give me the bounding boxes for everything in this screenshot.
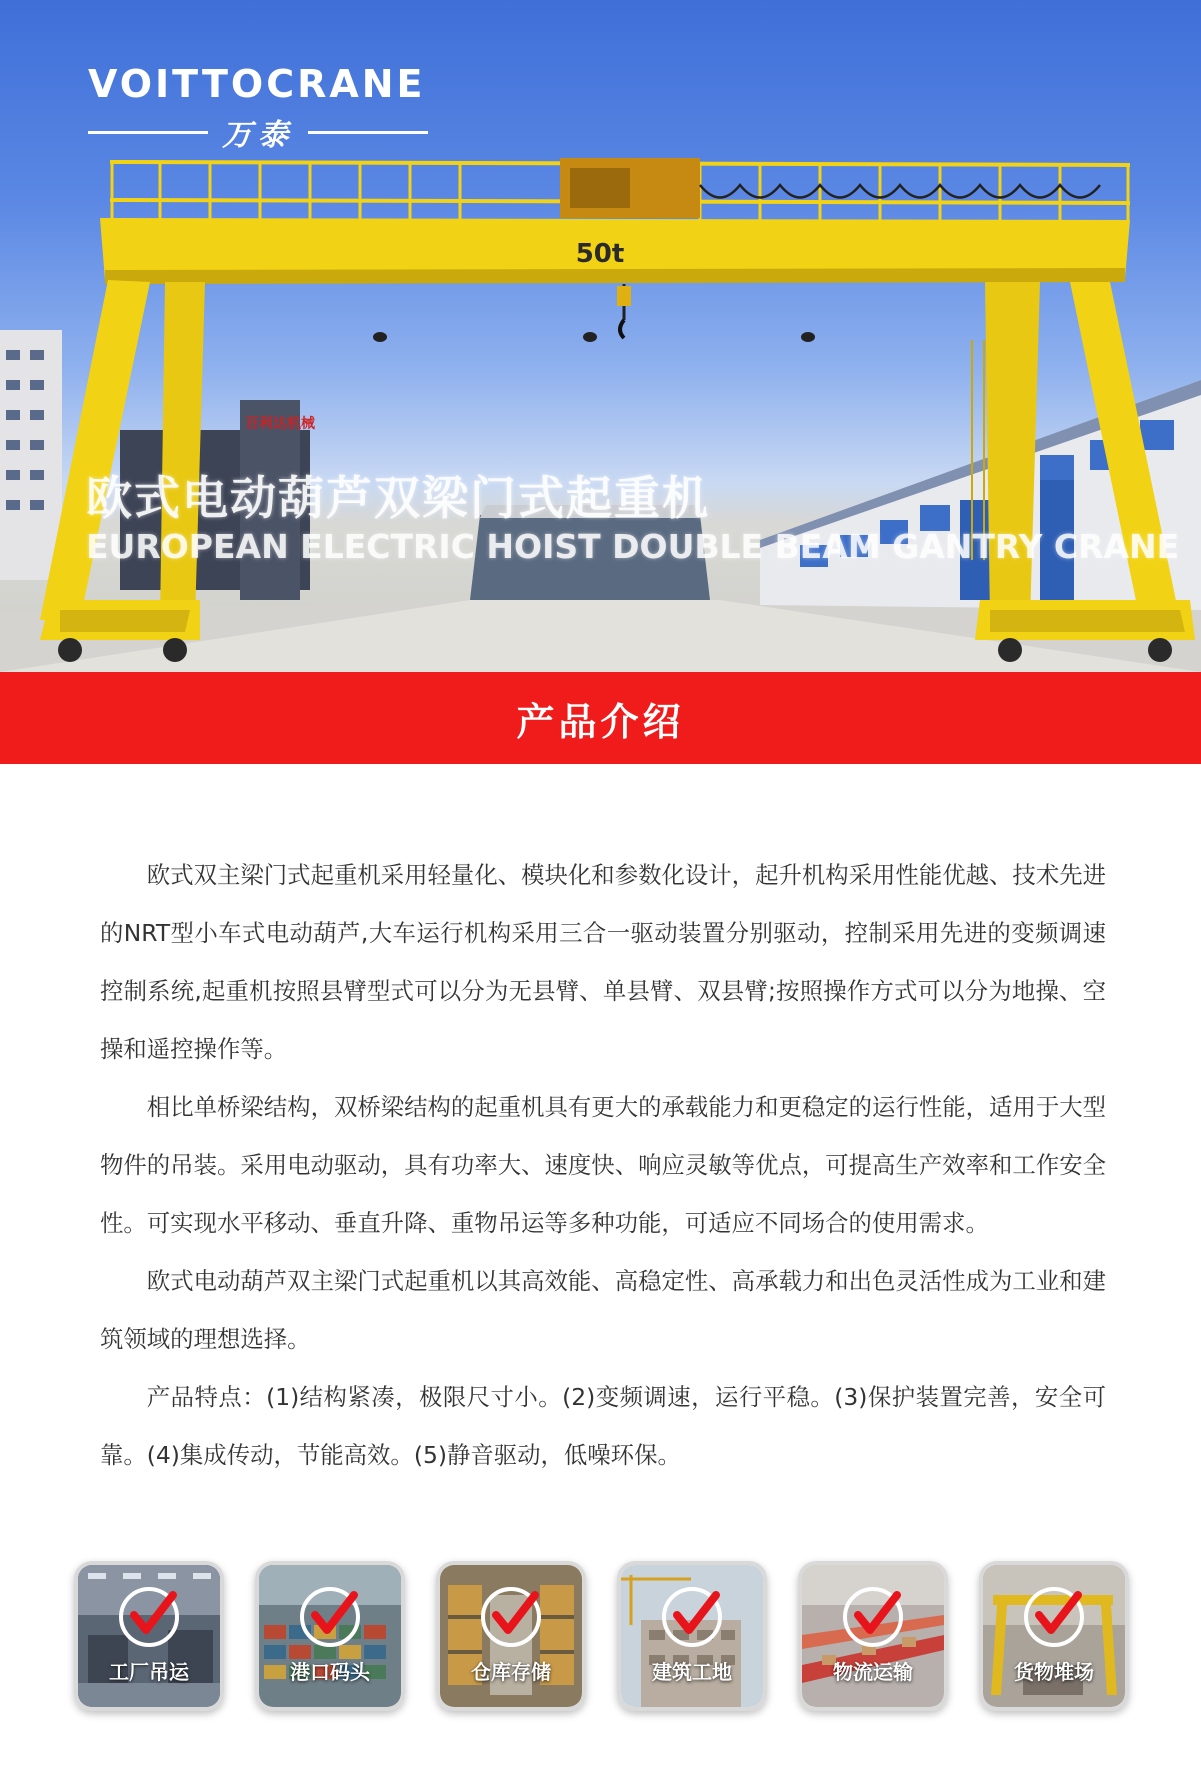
brand-logo: [88, 62, 428, 154]
check-circle-icon: [440, 1565, 582, 1707]
check-circle-icon: [983, 1565, 1125, 1707]
application-tile-logistics: [798, 1561, 948, 1711]
hero-banner: [0, 0, 1201, 672]
capacity-label: 50t: [575, 239, 625, 269]
application-label: 工厂吊运: [109, 1660, 189, 1684]
check-circle-icon: [78, 1565, 220, 1707]
application-tile-construction: [617, 1561, 767, 1711]
check-circle-icon: [621, 1565, 763, 1707]
application-label: 物流运输: [833, 1660, 913, 1684]
application-label: 货物堆场: [1014, 1660, 1094, 1684]
building-sign: 百利达机械: [245, 416, 315, 432]
application-tile-port: [255, 1561, 405, 1711]
logo-divider: [308, 131, 428, 134]
check-circle-icon: [259, 1565, 401, 1707]
application-tiles: [74, 1561, 1130, 1711]
section-banner: [0, 672, 1201, 764]
intro-paragraph: 相比单桥梁结构，双桥梁结构的起重机具有更大的承载能力和更稳定的运行性能，适用于大型物件的吊装。采用电动驱动，具有功率大、速度快、响应灵敏等优点，可提高生产效率和工作安全性。可实现水平移动、垂直升降、重物吊运等多种功能，可适应不同场合的使用需求。: [100, 1093, 1106, 1237]
logo-divider: [88, 131, 208, 134]
intro-paragraph: 产品特点：(1)结构紧凑，极限尺寸小。(2)变频调速，运行平稳。(3)保护装置完善，安全可靠。(4)集成传动，节能高效。(5)静音驱动，低噪环保。: [100, 1383, 1106, 1469]
application-label: 仓库存储: [471, 1660, 551, 1684]
product-title: 欧式电动葫芦双梁门式起重机: [86, 471, 710, 525]
check-circle-icon: [802, 1565, 944, 1707]
product-intro: [100, 846, 1106, 1484]
application-tile-cargo-yard: [979, 1561, 1129, 1711]
logo-subline: [88, 110, 428, 154]
logo-wordmark: VOITTOCRANE: [88, 62, 426, 106]
intro-paragraph: 欧式双主梁门式起重机采用轻量化、模块化和参数化设计，起升机构采用性能优越、技术先进的NRT型小车式电动葫芦,大车运行机构采用三合一驱动装置分别驱动，控制采用先进的变频调速控制系统,起重机按照县臂型式可以分为无县臂、单县臂、双县臂;按照操作方式可以分为地操、空操和遥控操作等。: [100, 861, 1106, 1063]
product-subtitle: EUROPEAN ELECTRIC HOIST DOUBLE BEAM GANTRY CRANE: [86, 527, 1180, 566]
logo-chinese-name: 万泰: [222, 118, 294, 153]
application-label: 建筑工地: [652, 1660, 732, 1684]
application-tile-factory: [74, 1561, 224, 1711]
application-label: 港口码头: [290, 1660, 370, 1684]
section-title: 产品介绍: [516, 699, 685, 744]
intro-paragraph: 欧式电动葫芦双主梁门式起重机以其高效能、高稳定性、高承载力和出色灵活性成为工业和建筑领域的理想选择。: [100, 1267, 1106, 1353]
application-tile-warehouse: [436, 1561, 586, 1711]
